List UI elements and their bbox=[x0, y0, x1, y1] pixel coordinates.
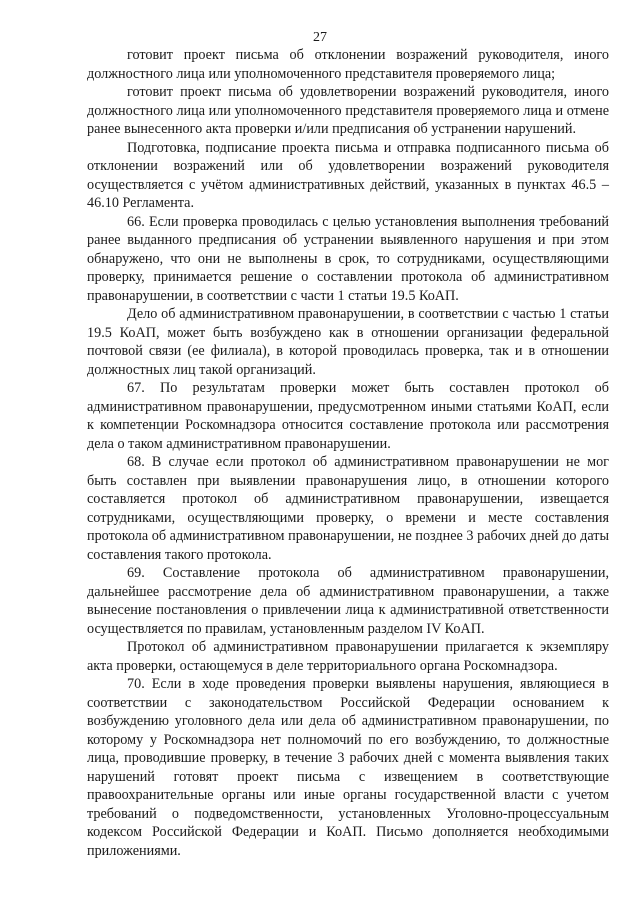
paragraph-item-66: 66. Если проверка проводилась с целью установления выполнения требований ранее выданного предписания об устранении выявленного нарушения и при этом обнаружено, что они не выполнены в срок, то сотрудниками, осуществляющими проверку, принимается решение о составлении протокола об административном правонарушении, в соответствии с части 1 статьи 19.5 КоАП. bbox=[87, 213, 609, 304]
paragraph-protocol-attachment: Протокол об административном правонарушении прилагается к экземпляру акта проверки, остающемуся в деле территориального органа Роскомнадзора. bbox=[87, 639, 609, 674]
paragraph-item-67: 67. По результатам проверки может быть составлен протокол об административном правонарушении, предусмотренном иными статьями КоАП, если к компетенции Роскомнадзора относится составление протокола или рассмотрения дела о таком административном правонарушении. bbox=[87, 380, 609, 452]
paragraph-letter-preparation: Подготовка, подписание проекта письма и отправка подписанного письма об отклонении возражений или об удовлетворении возражений руководителя осуществляется с учётом административных действий, указанных в пунктах 46.5 – 46.10 Регламента. bbox=[87, 139, 609, 211]
paragraph-case-initiation: Дело об административном правонарушении, в соответствии с частью 1 статьи 19.5 КоАП, может быть возбуждено как в отношении организации федеральной почтовой связи (ее филиала), в которой проводилась проверка, так и в отношении должностных лиц такой организаций. bbox=[87, 306, 609, 378]
document-body bbox=[87, 46, 609, 860]
paragraph-item-68: 68. В случае если протокол об административном правонарушении не мог быть составлен при выявлении правонарушения лицо, в отношении которого составляется протокол об административном правонарушении, извещается сотрудниками, осуществляющими проверку, о времени и месте составления протокола об административном правонарушении, не позднее 3 рабочих дней до даты составления такого протокола. bbox=[87, 454, 609, 563]
page-number: 27 bbox=[313, 30, 327, 45]
paragraph-item-70: 70. Если в ходе проведения проверки выявлены нарушения, являющиеся в соответствии с законодательством Российской Федерации основанием к возбуждению уголовного дела или дела об административном правонарушении, по которому у Роскомнадзора нет полномочий по его возбуждению, то должностные лица, проводившие проверку, в течение 3 рабочих дней с момента выявления таких нарушений готовят проект письма с извещением в соответствующие правоохранительные органы или иные органы государственной власти с учетом требований о подведомственности, установленных Уголовно-процессуальным кодексом Российской Федерации и КоАП. Письмо дополняется необходимыми приложениями. bbox=[87, 676, 609, 859]
paragraph-item-69: 69. Составление протокола об административном правонарушении, дальнейшее рассмотрение дела об административном правонарушении, а также вынесение постановления о привлечении лица к административной ответственности осуществляется по правилам, установленным разделом IV КоАП. bbox=[87, 565, 609, 637]
paragraph-satisfy-objections: готовит проект письма об удовлетворении возражений руководителя, иного должностного лица или уполномоченного представителя проверяемого лица и отмене ранее вынесенного акта проверки и/или предписания об устранении нарушений. bbox=[87, 84, 609, 137]
paragraph-reject-objections: готовит проект письма об отклонении возражений руководителя, иного должностного лица или уполномоченного представителя проверяемого лица; bbox=[87, 47, 609, 82]
